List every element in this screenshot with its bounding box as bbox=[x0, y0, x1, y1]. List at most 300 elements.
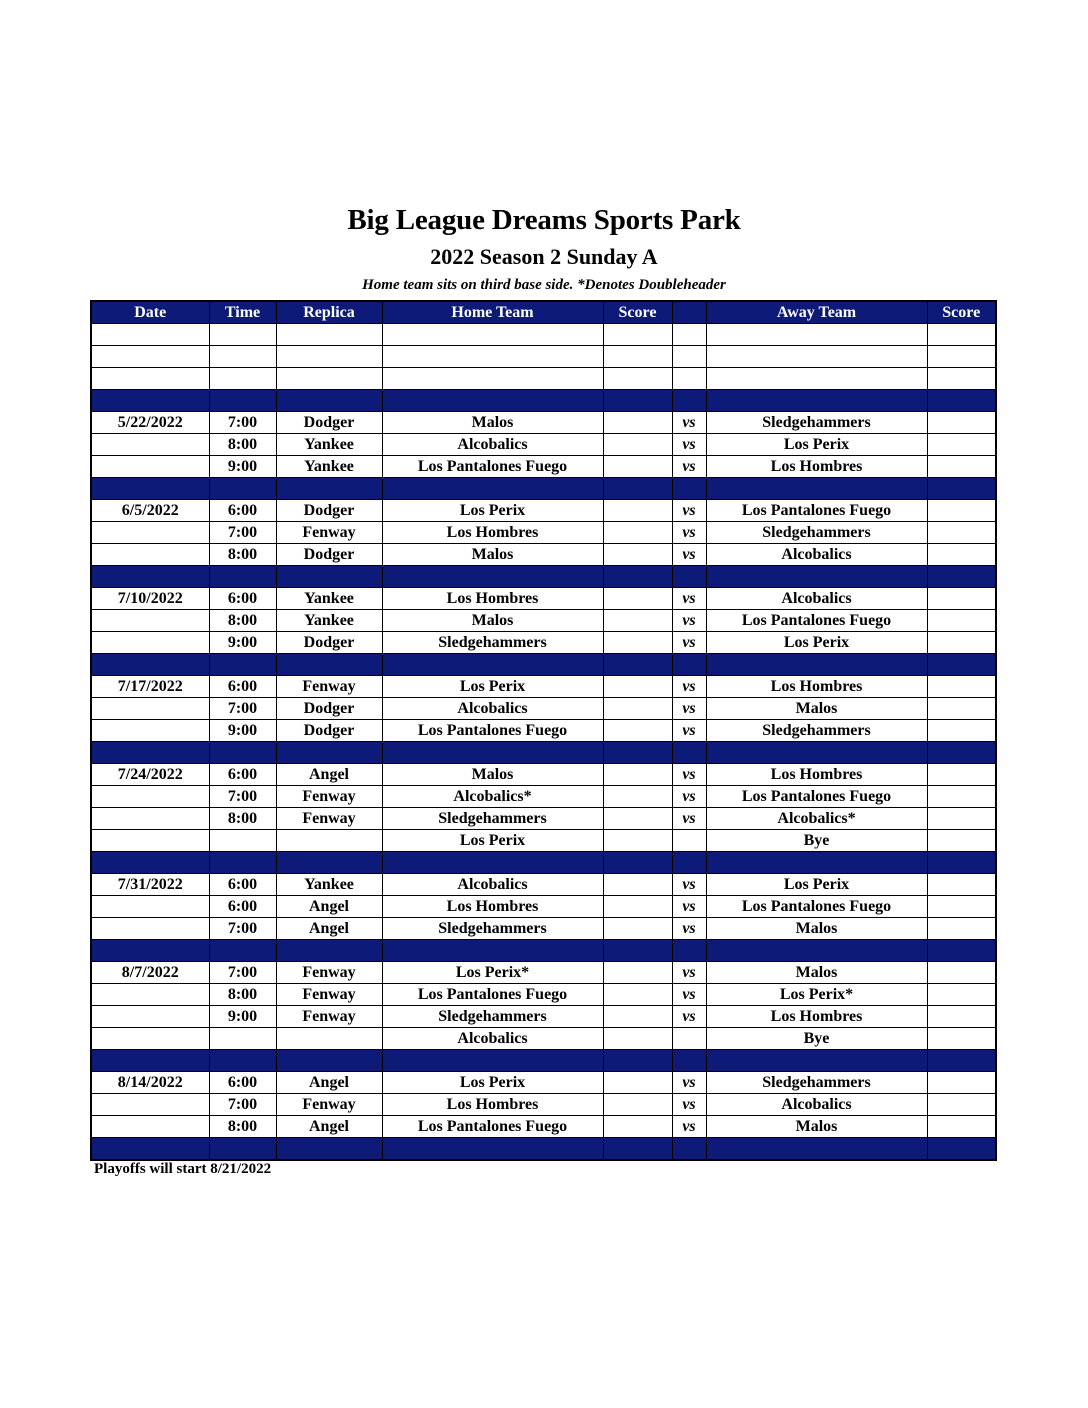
game-date bbox=[91, 1116, 209, 1138]
empty-cell bbox=[706, 368, 927, 390]
schedule-table bbox=[90, 300, 997, 1161]
home-team: Alcobalics bbox=[382, 874, 603, 896]
away-team: Los Pantalones Fuego bbox=[706, 500, 927, 522]
replica-field: Angel bbox=[276, 1072, 382, 1094]
empty-cell bbox=[603, 324, 672, 346]
home-score bbox=[603, 720, 672, 742]
header-row bbox=[91, 301, 996, 324]
empty-cell bbox=[276, 478, 382, 500]
away-team: Alcobalics bbox=[706, 544, 927, 566]
empty-cell bbox=[276, 566, 382, 588]
empty-cell bbox=[209, 1138, 276, 1161]
home-team: Alcobalics bbox=[382, 434, 603, 456]
empty-cell bbox=[209, 1050, 276, 1072]
empty-cell bbox=[209, 478, 276, 500]
empty-cell bbox=[209, 940, 276, 962]
empty-cell bbox=[276, 742, 382, 764]
col-away-team-header: Away Team bbox=[706, 301, 927, 324]
game-date bbox=[91, 808, 209, 830]
away-score bbox=[927, 544, 996, 566]
empty-cell bbox=[91, 390, 209, 412]
game-time: 6:00 bbox=[209, 874, 276, 896]
home-team: Sledgehammers bbox=[382, 632, 603, 654]
table-row bbox=[91, 1094, 996, 1116]
home-team: Sledgehammers bbox=[382, 1006, 603, 1028]
away-score bbox=[927, 632, 996, 654]
week-separator bbox=[91, 1050, 996, 1072]
game-time: 8:00 bbox=[209, 984, 276, 1006]
replica-field: Dodger bbox=[276, 632, 382, 654]
home-team: Sledgehammers bbox=[382, 808, 603, 830]
replica-field: Fenway bbox=[276, 522, 382, 544]
game-time: 9:00 bbox=[209, 456, 276, 478]
home-team: Alcobalics bbox=[382, 1028, 603, 1050]
empty-cell bbox=[603, 742, 672, 764]
replica-field: Angel bbox=[276, 1116, 382, 1138]
blank-row bbox=[91, 368, 996, 390]
away-score bbox=[927, 1094, 996, 1116]
table-row bbox=[91, 610, 996, 632]
away-score bbox=[927, 588, 996, 610]
table-row bbox=[91, 632, 996, 654]
empty-cell bbox=[672, 566, 706, 588]
doubleheader-note: Home team sits on third base side. *Denotes Doubleheader bbox=[362, 277, 726, 293]
away-team: Sledgehammers bbox=[706, 1072, 927, 1094]
table-row bbox=[91, 434, 996, 456]
empty-cell bbox=[276, 654, 382, 676]
replica-field: Dodger bbox=[276, 544, 382, 566]
game-date bbox=[91, 720, 209, 742]
away-team: Malos bbox=[706, 1116, 927, 1138]
game-time: 8:00 bbox=[209, 610, 276, 632]
replica-field bbox=[276, 830, 382, 852]
table-row bbox=[91, 896, 996, 918]
away-score bbox=[927, 456, 996, 478]
empty-cell bbox=[927, 742, 996, 764]
game-date: 7/24/2022 bbox=[91, 764, 209, 786]
home-team: Los Hombres bbox=[382, 896, 603, 918]
away-score bbox=[927, 698, 996, 720]
home-score bbox=[603, 1116, 672, 1138]
away-team: Malos bbox=[706, 698, 927, 720]
away-team: Los Pantalones Fuego bbox=[706, 610, 927, 632]
home-team: Los Pantalones Fuego bbox=[382, 984, 603, 1006]
away-team: Sledgehammers bbox=[706, 720, 927, 742]
table-row bbox=[91, 786, 996, 808]
empty-cell bbox=[91, 742, 209, 764]
replica-field: Yankee bbox=[276, 434, 382, 456]
home-score bbox=[603, 984, 672, 1006]
table-row bbox=[91, 962, 996, 984]
home-score bbox=[603, 500, 672, 522]
empty-cell bbox=[91, 654, 209, 676]
col-vs-header bbox=[672, 301, 706, 324]
empty-cell bbox=[276, 390, 382, 412]
away-score bbox=[927, 720, 996, 742]
vs-label: vs bbox=[672, 786, 706, 808]
empty-cell bbox=[603, 654, 672, 676]
game-date: 6/5/2022 bbox=[91, 500, 209, 522]
empty-cell bbox=[209, 346, 276, 368]
empty-cell bbox=[672, 478, 706, 500]
season-subtitle: 2022 Season 2 Sunday A bbox=[430, 244, 658, 269]
empty-cell bbox=[672, 390, 706, 412]
empty-cell bbox=[382, 478, 603, 500]
replica-field: Angel bbox=[276, 896, 382, 918]
empty-cell bbox=[382, 390, 603, 412]
empty-cell bbox=[276, 368, 382, 390]
game-time: 6:00 bbox=[209, 1072, 276, 1094]
game-date: 7/10/2022 bbox=[91, 588, 209, 610]
game-date bbox=[91, 1028, 209, 1050]
empty-cell bbox=[927, 940, 996, 962]
home-score bbox=[603, 918, 672, 940]
empty-cell bbox=[706, 390, 927, 412]
empty-cell bbox=[706, 478, 927, 500]
home-team: Los Hombres bbox=[382, 588, 603, 610]
replica-field: Fenway bbox=[276, 1094, 382, 1116]
home-team: Los Perix* bbox=[382, 962, 603, 984]
away-score bbox=[927, 830, 996, 852]
away-score bbox=[927, 1006, 996, 1028]
col-time-header: Time bbox=[209, 301, 276, 324]
game-time: 6:00 bbox=[209, 588, 276, 610]
empty-cell bbox=[382, 346, 603, 368]
empty-cell bbox=[209, 852, 276, 874]
replica-field: Angel bbox=[276, 764, 382, 786]
vs-label: vs bbox=[672, 1072, 706, 1094]
vs-label: vs bbox=[672, 632, 706, 654]
away-team: Los Pantalones Fuego bbox=[706, 786, 927, 808]
page-title: Big League Dreams Sports Park bbox=[347, 204, 741, 236]
empty-cell bbox=[603, 1050, 672, 1072]
empty-cell bbox=[927, 324, 996, 346]
empty-cell bbox=[603, 346, 672, 368]
empty-cell bbox=[927, 654, 996, 676]
empty-cell bbox=[382, 566, 603, 588]
empty-cell bbox=[706, 852, 927, 874]
empty-cell bbox=[603, 940, 672, 962]
schedule-body bbox=[91, 324, 996, 1161]
empty-cell bbox=[91, 566, 209, 588]
away-team: Los Hombres bbox=[706, 676, 927, 698]
week-separator bbox=[91, 852, 996, 874]
home-team: Malos bbox=[382, 412, 603, 434]
away-team: Malos bbox=[706, 918, 927, 940]
empty-cell bbox=[672, 324, 706, 346]
table-row bbox=[91, 830, 996, 852]
away-team: Alcobalics bbox=[706, 588, 927, 610]
home-team: Los Perix bbox=[382, 500, 603, 522]
col-date-header: Date bbox=[91, 301, 209, 324]
empty-cell bbox=[276, 1138, 382, 1161]
home-score bbox=[603, 1028, 672, 1050]
replica-field: Yankee bbox=[276, 610, 382, 632]
table-row bbox=[91, 764, 996, 786]
vs-label: vs bbox=[672, 412, 706, 434]
empty-cell bbox=[927, 346, 996, 368]
away-team: Los Hombres bbox=[706, 456, 927, 478]
empty-cell bbox=[276, 1050, 382, 1072]
away-score bbox=[927, 1028, 996, 1050]
home-team: Los Perix bbox=[382, 676, 603, 698]
home-score bbox=[603, 588, 672, 610]
table-row bbox=[91, 720, 996, 742]
week-separator bbox=[91, 654, 996, 676]
game-date bbox=[91, 984, 209, 1006]
away-team: Sledgehammers bbox=[706, 522, 927, 544]
replica-field: Angel bbox=[276, 918, 382, 940]
vs-label: vs bbox=[672, 1116, 706, 1138]
home-score bbox=[603, 610, 672, 632]
game-time: 6:00 bbox=[209, 764, 276, 786]
home-score bbox=[603, 676, 672, 698]
empty-cell bbox=[927, 1050, 996, 1072]
home-score bbox=[603, 808, 672, 830]
game-time: 7:00 bbox=[209, 786, 276, 808]
home-team: Malos bbox=[382, 610, 603, 632]
game-time bbox=[209, 1028, 276, 1050]
away-team: Los Pantalones Fuego bbox=[706, 896, 927, 918]
empty-cell bbox=[209, 390, 276, 412]
empty-cell bbox=[927, 478, 996, 500]
empty-cell bbox=[706, 940, 927, 962]
game-time: 6:00 bbox=[209, 500, 276, 522]
table-row bbox=[91, 500, 996, 522]
replica-field: Fenway bbox=[276, 962, 382, 984]
table-row bbox=[91, 676, 996, 698]
empty-cell bbox=[706, 654, 927, 676]
game-date bbox=[91, 1006, 209, 1028]
empty-cell bbox=[91, 346, 209, 368]
home-score bbox=[603, 1006, 672, 1028]
table-row bbox=[91, 522, 996, 544]
empty-cell bbox=[603, 368, 672, 390]
away-score bbox=[927, 412, 996, 434]
empty-cell bbox=[706, 1050, 927, 1072]
replica-field: Yankee bbox=[276, 874, 382, 896]
replica-field: Dodger bbox=[276, 698, 382, 720]
table-row bbox=[91, 698, 996, 720]
game-date: 7/17/2022 bbox=[91, 676, 209, 698]
empty-cell bbox=[382, 1050, 603, 1072]
vs-label: vs bbox=[672, 720, 706, 742]
empty-cell bbox=[382, 852, 603, 874]
empty-cell bbox=[672, 346, 706, 368]
week-separator bbox=[91, 478, 996, 500]
away-score bbox=[927, 676, 996, 698]
empty-cell bbox=[382, 940, 603, 962]
game-time: 7:00 bbox=[209, 962, 276, 984]
home-score bbox=[603, 1072, 672, 1094]
home-team: Los Pantalones Fuego bbox=[382, 720, 603, 742]
vs-label bbox=[672, 1028, 706, 1050]
away-score bbox=[927, 610, 996, 632]
vs-label: vs bbox=[672, 764, 706, 786]
table-row bbox=[91, 544, 996, 566]
empty-cell bbox=[672, 368, 706, 390]
empty-cell bbox=[706, 324, 927, 346]
home-team: Alcobalics* bbox=[382, 786, 603, 808]
game-date bbox=[91, 610, 209, 632]
week-separator bbox=[91, 566, 996, 588]
home-team: Malos bbox=[382, 544, 603, 566]
empty-cell bbox=[382, 742, 603, 764]
home-score bbox=[603, 896, 672, 918]
game-time: 7:00 bbox=[209, 522, 276, 544]
game-time: 7:00 bbox=[209, 1094, 276, 1116]
away-team: Sledgehammers bbox=[706, 412, 927, 434]
game-time: 6:00 bbox=[209, 676, 276, 698]
away-team: Bye bbox=[706, 1028, 927, 1050]
replica-field: Fenway bbox=[276, 676, 382, 698]
week-separator bbox=[91, 1138, 996, 1161]
home-score bbox=[603, 874, 672, 896]
game-date: 5/22/2022 bbox=[91, 412, 209, 434]
blank-row bbox=[91, 324, 996, 346]
home-score bbox=[603, 962, 672, 984]
home-score bbox=[603, 632, 672, 654]
empty-cell bbox=[706, 346, 927, 368]
empty-cell bbox=[603, 566, 672, 588]
empty-cell bbox=[672, 742, 706, 764]
replica-field: Dodger bbox=[276, 412, 382, 434]
away-team: Los Perix bbox=[706, 434, 927, 456]
home-score bbox=[603, 830, 672, 852]
empty-cell bbox=[672, 852, 706, 874]
game-date: 8/7/2022 bbox=[91, 962, 209, 984]
game-time: 9:00 bbox=[209, 632, 276, 654]
empty-cell bbox=[672, 940, 706, 962]
game-date bbox=[91, 544, 209, 566]
table-row bbox=[91, 588, 996, 610]
game-date bbox=[91, 896, 209, 918]
empty-cell bbox=[672, 1050, 706, 1072]
vs-label: vs bbox=[672, 456, 706, 478]
away-team: Bye bbox=[706, 830, 927, 852]
away-score bbox=[927, 874, 996, 896]
empty-cell bbox=[276, 852, 382, 874]
replica-field: Fenway bbox=[276, 984, 382, 1006]
away-score bbox=[927, 984, 996, 1006]
table-row bbox=[91, 808, 996, 830]
week-separator bbox=[91, 390, 996, 412]
empty-cell bbox=[209, 566, 276, 588]
empty-cell bbox=[91, 852, 209, 874]
replica-field bbox=[276, 1028, 382, 1050]
game-date bbox=[91, 698, 209, 720]
game-time: 9:00 bbox=[209, 1006, 276, 1028]
home-score bbox=[603, 764, 672, 786]
empty-cell bbox=[382, 654, 603, 676]
empty-cell bbox=[706, 1138, 927, 1161]
game-time: 7:00 bbox=[209, 698, 276, 720]
game-date bbox=[91, 632, 209, 654]
home-team: Los Perix bbox=[382, 1072, 603, 1094]
away-team: Los Perix bbox=[706, 632, 927, 654]
away-score bbox=[927, 962, 996, 984]
away-score bbox=[927, 522, 996, 544]
vs-label: vs bbox=[672, 698, 706, 720]
home-score bbox=[603, 544, 672, 566]
empty-cell bbox=[209, 368, 276, 390]
table-row bbox=[91, 1028, 996, 1050]
vs-label: vs bbox=[672, 544, 706, 566]
empty-cell bbox=[91, 1138, 209, 1161]
game-date bbox=[91, 830, 209, 852]
game-time: 8:00 bbox=[209, 1116, 276, 1138]
vs-label: vs bbox=[672, 808, 706, 830]
vs-label: vs bbox=[672, 588, 706, 610]
game-date: 8/14/2022 bbox=[91, 1072, 209, 1094]
home-team: Los Perix bbox=[382, 830, 603, 852]
empty-cell bbox=[706, 566, 927, 588]
away-team: Los Perix bbox=[706, 874, 927, 896]
col-home-team-header: Home Team bbox=[382, 301, 603, 324]
empty-cell bbox=[91, 324, 209, 346]
empty-cell bbox=[382, 368, 603, 390]
game-time: 6:00 bbox=[209, 896, 276, 918]
empty-cell bbox=[209, 324, 276, 346]
empty-cell bbox=[382, 324, 603, 346]
home-team: Alcobalics bbox=[382, 698, 603, 720]
game-time: 8:00 bbox=[209, 544, 276, 566]
home-score bbox=[603, 456, 672, 478]
game-time: 7:00 bbox=[209, 412, 276, 434]
vs-label: vs bbox=[672, 984, 706, 1006]
replica-field: Yankee bbox=[276, 588, 382, 610]
empty-cell bbox=[91, 1050, 209, 1072]
away-team: Los Hombres bbox=[706, 1006, 927, 1028]
away-team: Alcobalics bbox=[706, 1094, 927, 1116]
table-row bbox=[91, 1116, 996, 1138]
vs-label: vs bbox=[672, 874, 706, 896]
vs-label: vs bbox=[672, 676, 706, 698]
replica-field: Yankee bbox=[276, 456, 382, 478]
game-date: 7/31/2022 bbox=[91, 874, 209, 896]
game-time: 8:00 bbox=[209, 808, 276, 830]
game-date bbox=[91, 522, 209, 544]
empty-cell bbox=[927, 1138, 996, 1161]
table-row bbox=[91, 1072, 996, 1094]
playoffs-note: Playoffs will start 8/21/2022 bbox=[94, 1161, 272, 1177]
game-date bbox=[91, 456, 209, 478]
vs-label: vs bbox=[672, 918, 706, 940]
empty-cell bbox=[382, 1138, 603, 1161]
game-date bbox=[91, 434, 209, 456]
home-team: Los Pantalones Fuego bbox=[382, 456, 603, 478]
home-score bbox=[603, 522, 672, 544]
vs-label: vs bbox=[672, 1006, 706, 1028]
empty-cell bbox=[603, 1138, 672, 1161]
table-row bbox=[91, 456, 996, 478]
table-row bbox=[91, 1006, 996, 1028]
vs-label: vs bbox=[672, 500, 706, 522]
away-team: Los Perix* bbox=[706, 984, 927, 1006]
empty-cell bbox=[927, 390, 996, 412]
replica-field: Fenway bbox=[276, 1006, 382, 1028]
replica-field: Dodger bbox=[276, 500, 382, 522]
empty-cell bbox=[603, 478, 672, 500]
replica-field: Fenway bbox=[276, 808, 382, 830]
home-score bbox=[603, 412, 672, 434]
game-time: 7:00 bbox=[209, 918, 276, 940]
empty-cell bbox=[927, 566, 996, 588]
empty-cell bbox=[209, 742, 276, 764]
replica-field: Fenway bbox=[276, 786, 382, 808]
away-score bbox=[927, 1116, 996, 1138]
away-score bbox=[927, 1072, 996, 1094]
